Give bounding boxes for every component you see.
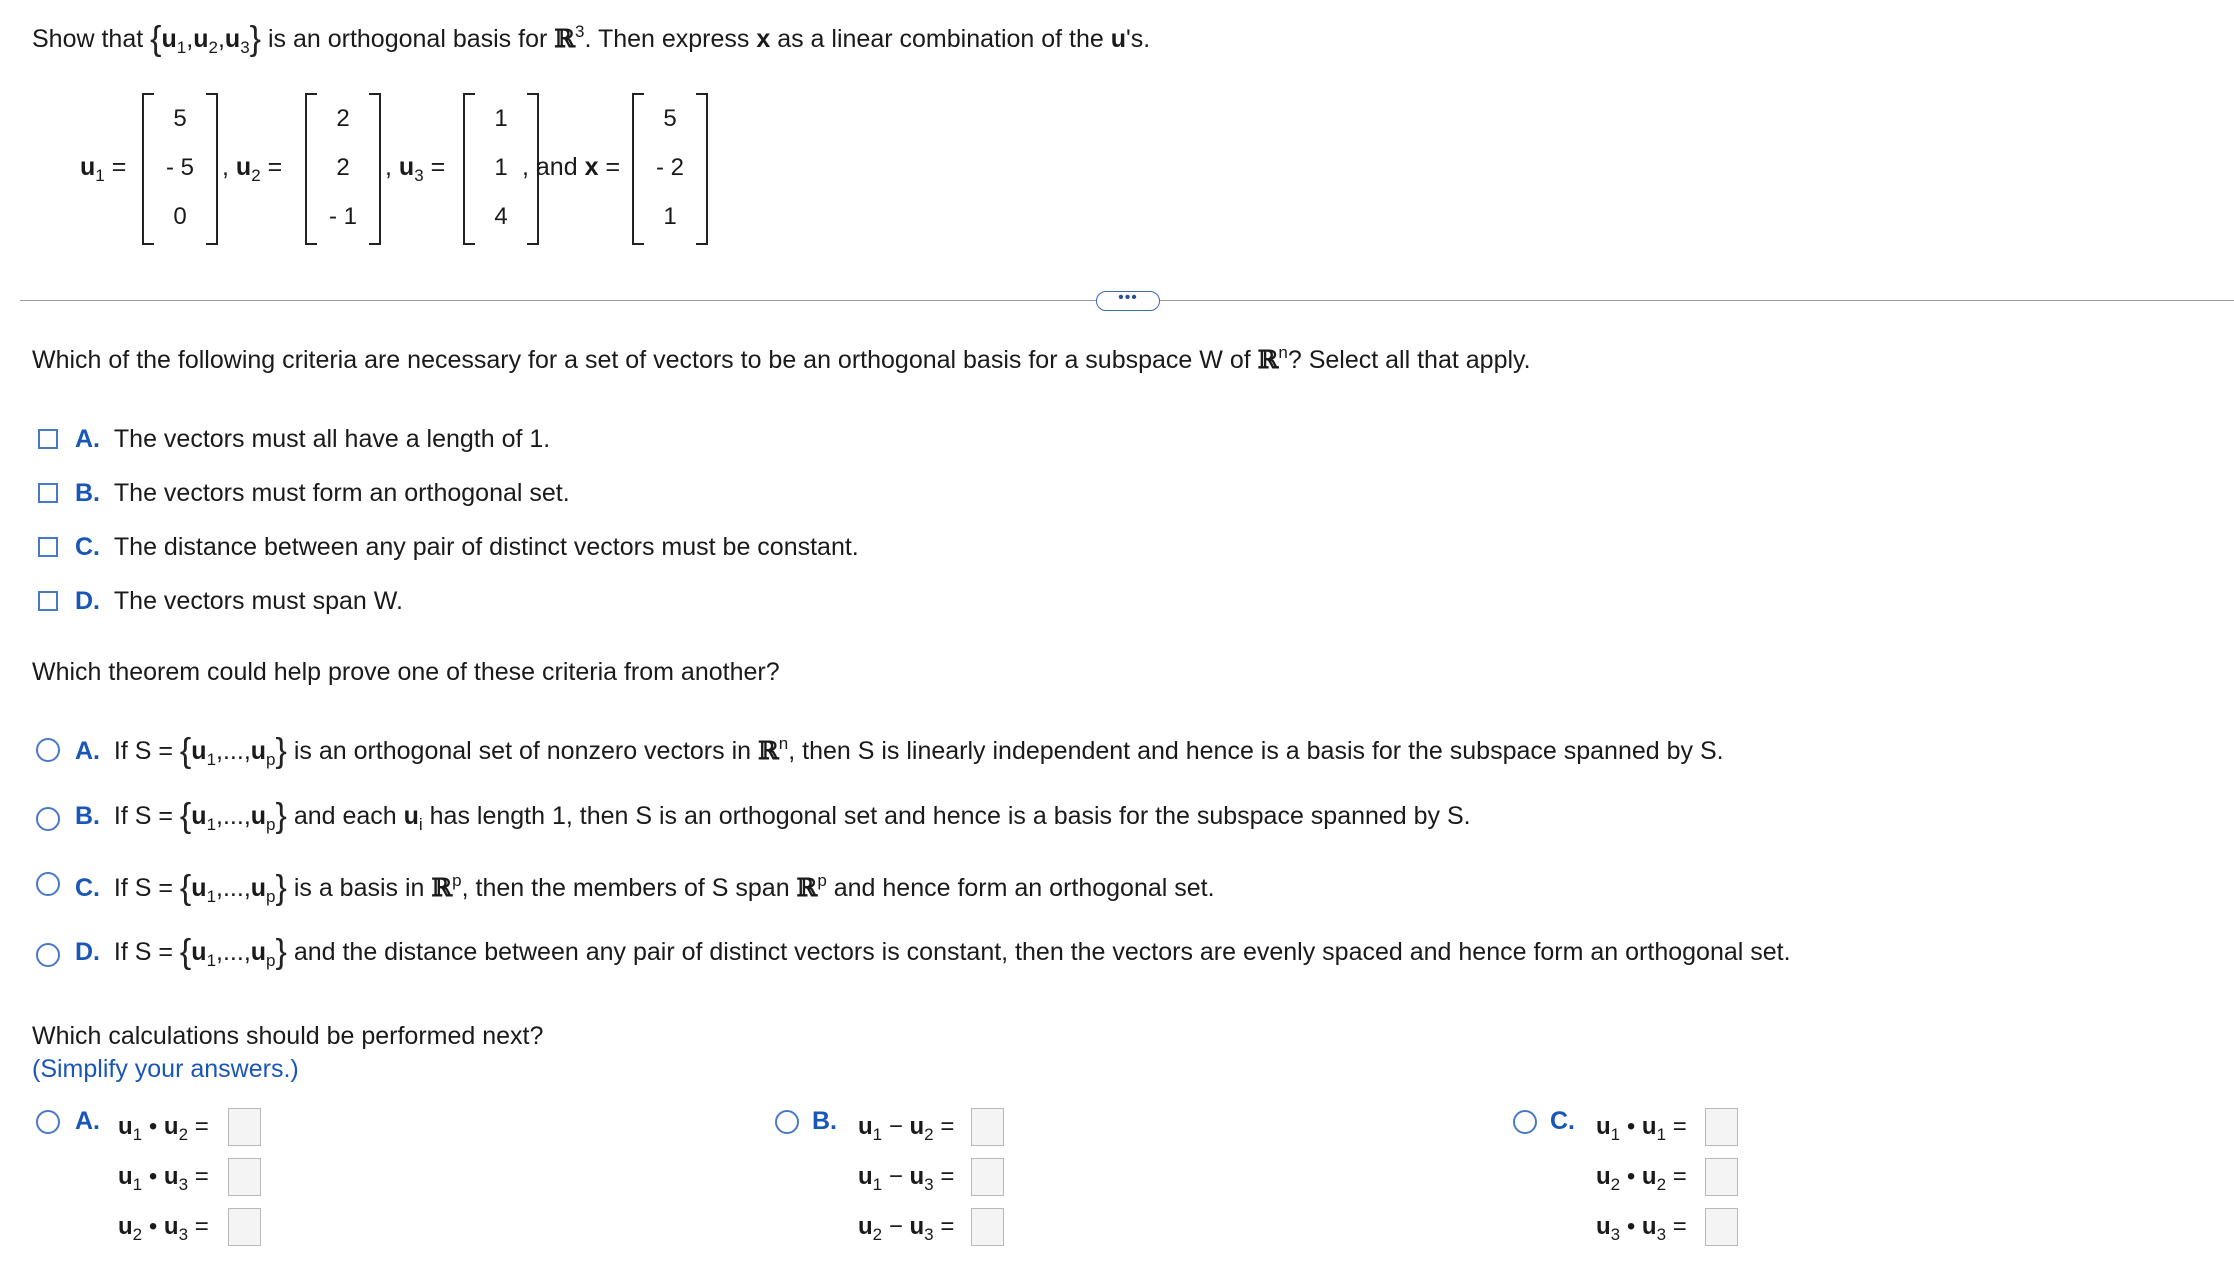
- q3-radio-a[interactable]: [36, 1110, 60, 1134]
- u3-entry: 1: [494, 105, 508, 132]
- u2-entry: 2: [336, 154, 350, 181]
- u3-entry: 1: [494, 154, 508, 181]
- q2-option-a[interactable]: A. If $S = \{u_1,...,u_p\}$ is an orthogonal set of nonzero vectors in ℝ$^n$, then S is linearly independent and hence is a basis for the subspace spanned by S.: [75, 732, 1724, 770]
- u2-matrix: [305, 93, 381, 245]
- q1-checkbox-d[interactable]: [38, 591, 58, 611]
- q3-b-answer-1[interactable]: [971, 1108, 1004, 1146]
- u3-entry: 4: [494, 203, 508, 230]
- q3-hint: (Simplify your answers.): [32, 1055, 299, 1083]
- q3-a-row3: $u_2$ • $u_3$ =: [118, 1213, 209, 1244]
- q2-radio-b[interactable]: [36, 807, 60, 831]
- q3-prompt: Which calculations should be performed next?: [32, 1022, 544, 1050]
- q1-prompt: Which of the following criteria are necessary for a set of vectors to be an orthogonal basis for a subspace W of ℝ$^n$? Select all that apply.: [32, 343, 1531, 374]
- q3-a-answer-3[interactable]: [228, 1208, 261, 1246]
- q3-b-answer-3[interactable]: [971, 1208, 1004, 1246]
- q3-radio-c[interactable]: [1513, 1110, 1537, 1134]
- q3-c-answer-3[interactable]: [1705, 1208, 1738, 1246]
- q3-b-row2: $u_1 - u_3$ =: [858, 1163, 955, 1194]
- u1-entry: 0: [173, 203, 187, 230]
- q3-letter-a: A.: [75, 1107, 100, 1135]
- u2-entry: 2: [336, 105, 350, 132]
- x-label: , and x =: [522, 153, 621, 181]
- q1-option-c[interactable]: C. The distance between any pair of distinct vectors must be constant.: [75, 533, 859, 561]
- q2-prompt: Which theorem could help prove one of these criteria from another?: [32, 658, 780, 686]
- q2-radio-a[interactable]: [36, 738, 60, 762]
- u3-label: , $u_3$ =: [385, 153, 446, 185]
- q2-radio-c[interactable]: [36, 872, 60, 896]
- u1-label: $u_1$ =: [80, 153, 127, 185]
- q3-c-row3: $u_3$ • $u_3$ =: [1596, 1213, 1687, 1244]
- q2-radio-d[interactable]: [36, 943, 60, 967]
- q3-c-row1: $u_1$ • $u_1$ =: [1596, 1113, 1687, 1144]
- q1-option-d[interactable]: D. The vectors must span W.: [75, 587, 403, 615]
- q3-b-row1: $u_1 - u_2$ =: [858, 1113, 955, 1144]
- u2-label: , $u_2$ =: [222, 153, 283, 185]
- q1-checkbox-a[interactable]: [38, 429, 58, 449]
- u1-matrix: [142, 93, 218, 245]
- q3-b-row3: $u_2 - u_3$ =: [858, 1213, 955, 1244]
- x-matrix: [632, 93, 708, 245]
- q1-checkbox-b[interactable]: [38, 483, 58, 503]
- u1-entry: 5: [173, 105, 187, 132]
- q3-a-answer-1[interactable]: [228, 1108, 261, 1146]
- q3-c-answer-2[interactable]: [1705, 1158, 1738, 1196]
- problem-statement: Show that $\{u_1,u_2,u_3\}$ is an orthogonal basis for ℝ$^3$. Then express x as a linear combination of the u's.: [32, 20, 1151, 58]
- u2-entry: - 1: [328, 203, 357, 230]
- q2-option-d[interactable]: D. If $S = \{u_1,...,u_p\}$ and the distance between any pair of distinct vectors is constant, then the vectors are evenly spaced and hence form an orthogonal set.: [75, 933, 1791, 971]
- x-entry: 5: [663, 105, 677, 132]
- q3-a-answer-2[interactable]: [228, 1158, 261, 1196]
- q3-a-row2: $u_1$ • $u_3$ =: [118, 1163, 209, 1194]
- q3-letter-b: B.: [812, 1107, 837, 1135]
- u1-entry: - 5: [165, 154, 194, 181]
- q3-letter-c: C.: [1550, 1107, 1575, 1135]
- q3-radio-b[interactable]: [775, 1110, 799, 1134]
- q2-option-b[interactable]: B. If $S = \{u_1,...,u_p\}$ and each $u_i$ has length 1, then S is an orthogonal set and hence is a basis for the subspace spanned by S.: [75, 797, 1471, 835]
- q1-option-a[interactable]: A. The vectors must all have a length of 1.: [75, 425, 551, 453]
- q3-a-row1: $u_1$ • $u_2$ =: [118, 1113, 209, 1144]
- q1-option-b[interactable]: B. The vectors must form an orthogonal set.: [75, 479, 570, 507]
- q2-option-c[interactable]: C. If $S = \{u_1,...,u_p\}$ is a basis in ℝ$^p$, then the members of S span ℝ$^p$ and hence form an orthogonal set.: [75, 869, 1215, 907]
- q3-c-answer-1[interactable]: [1705, 1108, 1738, 1146]
- x-entry: - 2: [655, 154, 684, 181]
- q3-c-row2: $u_2$ • $u_2$ =: [1596, 1163, 1687, 1194]
- x-entry: 1: [663, 203, 677, 230]
- q1-checkbox-c[interactable]: [38, 537, 58, 557]
- show-more-button[interactable]: •••: [1096, 291, 1160, 311]
- q3-b-answer-2[interactable]: [971, 1158, 1004, 1196]
